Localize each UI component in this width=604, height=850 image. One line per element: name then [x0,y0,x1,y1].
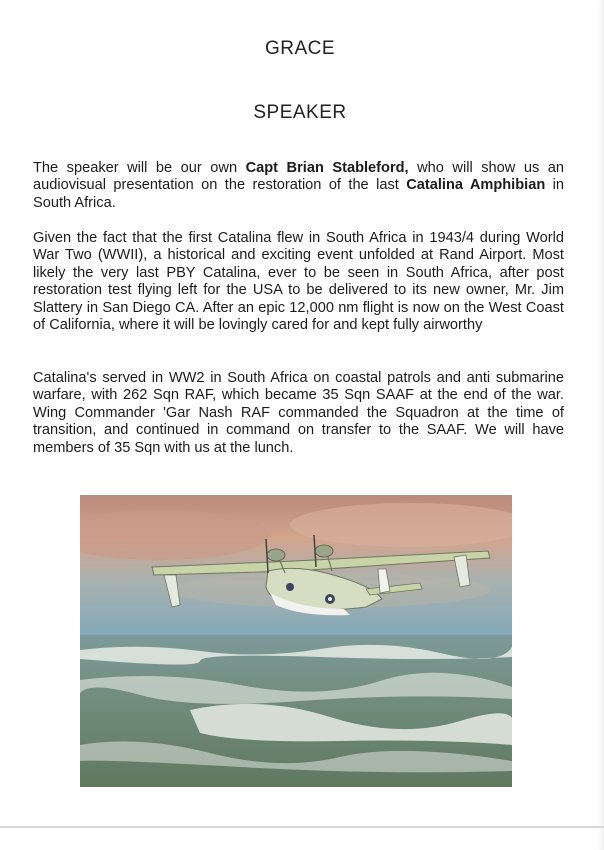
paragraph-text: in South Africa. [33,177,564,211]
paragraph-history: Given the fact that the first Catalina flew in South Africa in 1943/4 during World War Two (WWII), a historical and exciting event unfolded at Rand Airport. Most likely the very last PBY Catalina, ever to be seen in South Africa, after post restoration test flying left for the USA to be delivered to its new owner, Mr. Jim Slattery in San Diego CA. After an epic 12,000 nm flight is now on the West Coast of California, where it will be lovingly cared for and kept fully airworthy [33,230,564,334]
document-title: GRACE [264,38,336,59]
catalina-photo [80,495,512,787]
aircraft-name: Catalina Amphibian [406,177,546,194]
section-heading: SPEAKER [253,102,347,123]
paragraph-text: The speaker will be our own [33,160,246,176]
paragraph-text: who will show us an audiovisual presentation on the restoration of the last [33,160,564,194]
paragraph-speaker [33,160,564,212]
catalina-illustration [80,495,512,787]
paragraph-service: Catalina's served in WW2 in South Africa on coastal patrols and anti submarine warfare, with 262 Sqn RAF, which became 35 Sqn SAAF at the end of the war. Wing Commander 'Gar Nash RAF commanded the Squadron at the time of transition, and continued in command on transfer to the SAAF. We will have members of 35 Sqn with us at the lunch. [33,370,564,456]
page-edge-line [0,826,604,828]
speaker-name: Capt Brian Stableford, [245,160,409,176]
